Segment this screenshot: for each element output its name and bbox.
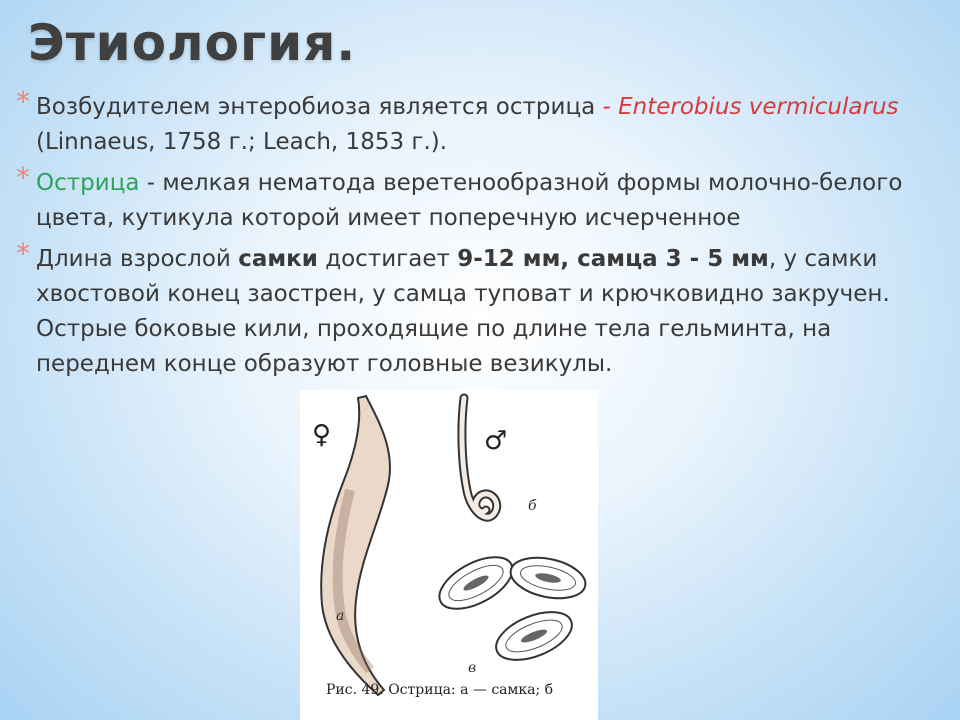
label-b: б (528, 498, 537, 514)
egg-2 (507, 552, 589, 605)
latin-name: - Enterobius vermicularus (602, 94, 899, 120)
bold-size: 9-12 мм, самца 3 - 5 мм (457, 246, 769, 272)
label-v: в (468, 660, 477, 676)
bullet-text: достигает (317, 246, 458, 272)
pinworm-drawing (300, 390, 598, 720)
bullet-asterisk-icon: * (16, 85, 30, 118)
term-highlight: Острица (36, 170, 140, 196)
egg-1 (431, 547, 520, 620)
slide-title: Этиология. (28, 14, 357, 72)
bullet-text: (Linnaeus, 1758 г.; Leach, 1853 г.). (36, 129, 448, 155)
bullet-text: Возбудителем энтеробиоза является острица (36, 94, 603, 120)
male-symbol: ♂ (484, 426, 508, 456)
bullet-list (16, 85, 936, 388)
bullet-item (16, 161, 936, 236)
bullet-item (16, 237, 936, 382)
figure-caption: Рис. 49. Острица: а — самка; б (326, 682, 554, 698)
bold-term: самки (238, 246, 318, 272)
female-symbol: ♀ (312, 420, 332, 450)
bullet-item (16, 85, 936, 160)
bullet-asterisk-icon: * (16, 161, 30, 194)
pinworm-illustration (300, 390, 598, 720)
label-a: а (336, 608, 345, 624)
bullet-text: Длина взрослой (36, 246, 239, 272)
bullet-asterisk-icon: * (16, 237, 30, 270)
bullet-text: , у самки хвостовой конец заострен, у самца туповат и крючковидно закручен. Острые боковые кили, проходящие по длине тела гельминта, на переднем конце образуют головные везикулы. (36, 246, 890, 377)
bullet-text: - мелкая нематода веретенообразной формы молочно-белого цвета, кутикула которой имеет поперечную исчерченное (36, 170, 903, 231)
egg-3 (489, 602, 578, 669)
